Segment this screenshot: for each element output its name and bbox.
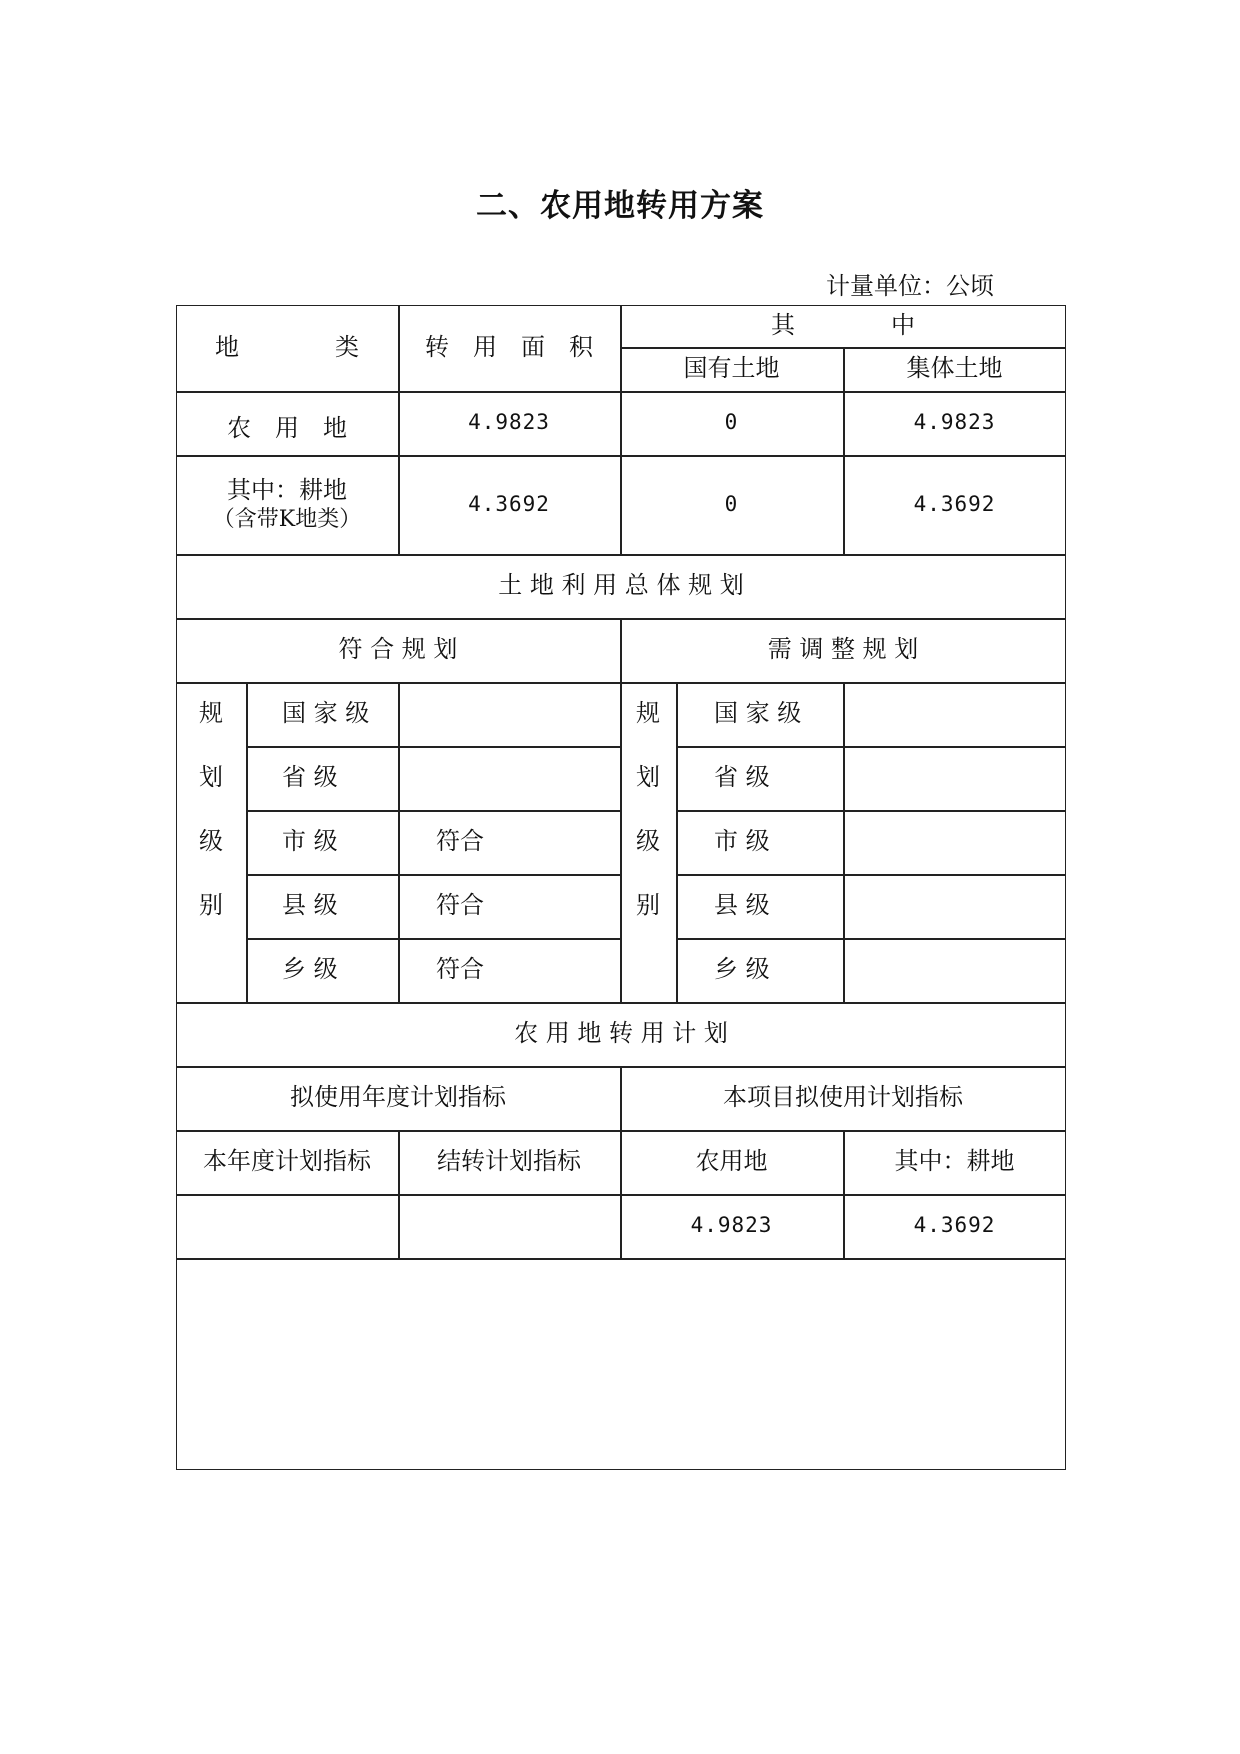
header-collective-land: 集体土地 (906, 354, 1003, 383)
conform-level-provincial: 省 级 (282, 763, 338, 792)
arable-land-label (176, 455, 398, 554)
arable-label-line-1: 其中：耕地 (227, 475, 347, 504)
plan-level-label-right (620, 682, 676, 938)
adjust-level-county: 县 级 (714, 891, 770, 920)
arable-land-state: 0 (724, 491, 739, 516)
conform-level-national: 国 家 级 (282, 699, 370, 728)
project-quota-header: 本项目拟使用计划指标 (723, 1083, 963, 1112)
conform-level-county: 县 级 (282, 891, 338, 920)
level-char: 规 (636, 699, 660, 728)
level-char: 划 (636, 763, 660, 792)
arable-land-area: 4.3692 (468, 491, 550, 516)
agri-quota-value: 4.9823 (690, 1213, 773, 1238)
annual-quota-header: 拟使用年度计划指标 (290, 1083, 506, 1112)
level-char: 级 (636, 827, 660, 856)
conform-level-city: 市 级 (282, 827, 338, 856)
arable-land-collective: 4.3692 (913, 491, 996, 516)
conform-value-national (398, 682, 620, 746)
level-char: 级 (199, 827, 223, 856)
carryover-quota-header: 结转计划指标 (437, 1147, 581, 1176)
conversion-section-title: 农 用 地 转 用 计 划 (514, 1019, 728, 1048)
plan-section-title: 土 地 利 用 总 体 规 划 (498, 571, 744, 600)
carryover-quota-value (398, 1194, 620, 1258)
conversion-table (176, 305, 1066, 1470)
arable-quota-value: 4.3692 (913, 1213, 996, 1238)
adjust-level-city: 市 级 (714, 827, 770, 856)
adjust-value-provincial (843, 746, 1066, 810)
adjust-level-provincial: 省 级 (714, 763, 770, 792)
agri-land-state: 0 (724, 410, 739, 435)
agri-quota-header: 农用地 (695, 1147, 768, 1176)
this-year-quota-header: 本年度计划指标 (203, 1147, 371, 1176)
header-state-land: 国有土地 (683, 354, 780, 383)
adjust-value-township (843, 938, 1066, 1002)
agri-land-area: 4.9823 (468, 410, 550, 435)
level-char: 别 (636, 891, 660, 920)
adjust-value-county (843, 874, 1066, 938)
adjust-plan-title: 需 调 整 规 划 (767, 635, 919, 664)
level-char: 别 (199, 891, 223, 920)
adjust-value-city (843, 810, 1066, 874)
conform-level-township: 乡 级 (282, 955, 338, 984)
arable-label-line-2: （含带K地类） (212, 506, 362, 532)
conform-plan-title: 符 合 规 划 (338, 635, 458, 664)
adjust-level-township: 乡 级 (714, 955, 770, 984)
conform-value-city: 符合 (436, 827, 484, 856)
agri-land-label: 农 用 地 (227, 414, 347, 443)
remarks-area (176, 1258, 1066, 1470)
agri-land-collective: 4.9823 (913, 410, 996, 435)
conform-value-provincial (398, 746, 620, 810)
adjust-level-national: 国 家 级 (714, 699, 802, 728)
conform-value-township: 符合 (436, 955, 484, 984)
page-title: 二、农用地转用方案 (476, 188, 764, 224)
level-char: 划 (199, 763, 223, 792)
adjust-value-national (843, 682, 1066, 746)
header-land-type: 地 类 (215, 333, 359, 362)
plan-level-label-left (176, 682, 246, 938)
unit-label: 计量单位：公顷 (826, 272, 994, 300)
level-char: 规 (199, 699, 223, 728)
conform-value-county: 符合 (436, 891, 484, 920)
header-among: 其 中 (771, 311, 915, 340)
header-conversion-area: 转 用 面 积 (425, 333, 593, 362)
this-year-quota-value (176, 1194, 398, 1258)
arable-quota-header: 其中：耕地 (894, 1147, 1015, 1176)
